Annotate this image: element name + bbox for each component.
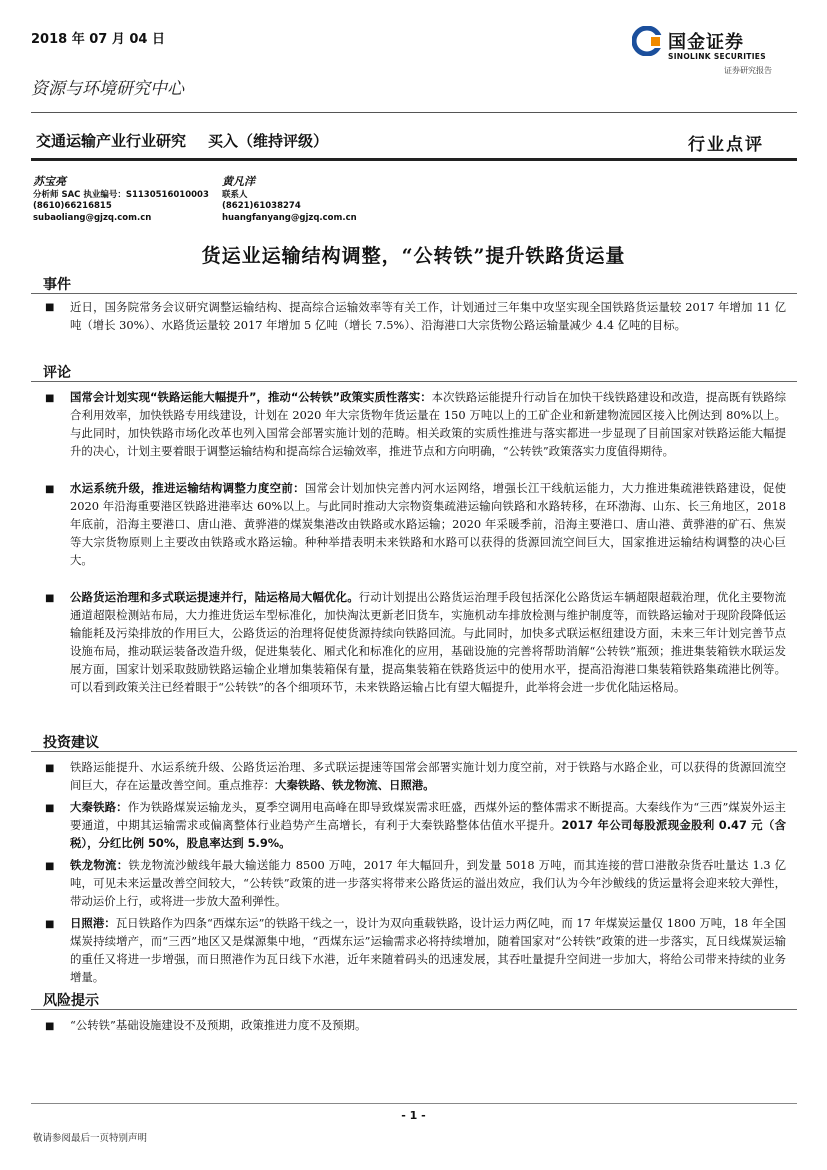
rating-label: 买入（维持评级） [208, 132, 329, 150]
comment-paragraph-rail: 国常会计划实现“铁路运能大幅提升”，推动“公转铁”政策实质性落实：本次铁路运能提升行动旨在加快干线铁路建设和改造，提高既有铁路综合利用效率，加快铁路专用线建设，计划在 2020 年大宗货物年货运量在 150 万吨以上的工矿企业和新建物流园区接入比例达到 80%以上。与此同时，加快铁路市场化改革也列入国常会部署实施计划的范畴。相关政策的实质性推进与落实都进一步显现了目前国家对铁路运能大幅提升的决心，计划主要着眼于调整运输结构和提高综合运输效率，推进节点和方向明确，“公转铁”政策落实力度值得期待。 [70, 390, 786, 458]
analyst-role: 分析师 SAC 执业编号：S1130516010003 [33, 189, 209, 200]
advice-paragraph-tielong: 铁龙物流：铁龙物流沙鲅线年最大输送能力 8500 万吨，2017 年大幅回升，到发量 5018 万吨，而其连接的营口港散杂货吞吐量达 1.3 亿吨，可见未来运量改善空间较大，“公转铁”政策的进一步落实将带来公路货运的溢出效应，我们认为今年沙鲅线的货运量将会迎来较大弹性，带动运价上行，或将进一步放大盈利弹性。 [70, 858, 786, 908]
bullet-icon: ■ [45, 763, 55, 774]
industry-name: 交通运输产业行业研究 [36, 132, 187, 150]
research-department: 资源与环境研究中心 [31, 79, 184, 99]
advice-paragraph-daqin: 大秦铁路：作为铁路煤炭运输龙头，夏季空调用电高峰在即导致煤炭需求旺盛，西煤外运的整体需求不断提高。大秦线作为“三西”煤炭外运主要通道，中期其运输需求或偏离整体行业趋势产生高增长，有利于大秦铁路整体估值水平提升。2017 年公司每股派现金股利 0.47 元（含税），分红比例 50%，股息率达到 5.9%。 [70, 800, 786, 850]
footer-divider [31, 1103, 797, 1104]
section-title-risk: 风险提示 [43, 993, 99, 1009]
bullet-icon: ■ [45, 1021, 55, 1032]
sinolink-logo-icon [632, 26, 662, 56]
header-divider [31, 112, 797, 113]
section-divider [31, 1009, 797, 1010]
section-title-event: 事件 [43, 277, 71, 293]
bullet-icon: ■ [45, 302, 55, 313]
section-divider [31, 293, 797, 294]
logo-subtitle: 证券研究报告 [724, 66, 772, 75]
analyst-email[interactable]: subaoliang@gjzq.com.cn [33, 212, 152, 223]
risk-paragraph: “公转铁”基础设施建设不及预期，政策推进力度不及预期。 [70, 1018, 367, 1032]
bullet-icon: ■ [45, 919, 55, 930]
analyst-phone: (8610)66216815 [33, 201, 112, 211]
logo-en-text: SINOLINK SECURITIES [668, 52, 766, 61]
event-paragraph: 近日，国务院常务会议研究调整运输结构、提高综合运输效率等有关工作，计划通过三年集中攻坚实现全国铁路货运量较 2017 年增加 11 亿吨（增长 30%）、水路货运量较 2017 年增加 5 亿吨（增长 7.5%）、沿海港口大宗货物公路运输量减少 4.4 亿吨的目标。 [70, 300, 786, 332]
advice-paragraph-rizhao: 日照港：瓦日铁路作为四条“西煤东运”的铁路干线之一，设计为双向重载铁路，设计运力两亿吨，而 17 年煤炭运量仅 1800 万吨，18 年全国煤炭持续增产，而“三西”地区又是煤源集中地，“西煤东运”运输需求必将持续增加，随着国家对“公转铁”政策的进一步落实，瓦日线煤炭运输的重任又将进一步增强，而日照港作为瓦日线下水港，近年来随着码头的迅速发展，其吞吐量提升空间进一步加大，将给公司带来持续的业务增量。 [70, 916, 786, 984]
section-divider [31, 751, 797, 752]
analyst-name: 苏宝亮 [33, 175, 66, 188]
company-logo [632, 26, 792, 76]
bullet-icon: ■ [45, 484, 55, 495]
bullet-icon: ■ [45, 593, 55, 604]
section-title-comment: 评论 [43, 365, 71, 381]
contact-card [222, 176, 357, 224]
comment-paragraph-road: 公路货运治理和多式联运提速并行，陆运格局大幅优化。行动计划提出公路货运治理手段包括深化公路货运车辆超限超载治理，优化主要物流通道超限检测站布局，大力推进货运车型标准化，加快淘汰更新老旧货车，实施机动车排放检测与维护制度等，而铁路运输对于现阶段降低运输能耗及污染排放的作用巨大，公路货运的治理将促使货源持续向铁路回流。与此同时，加快多式联运枢纽建设方面，未来三年计划完善节点设施布局，推动联运装备改造升级，促进集装化、厢式化和标准化的应用，基础设施的完善将帮助消解“公转铁”瓶颈；推进集装箱铁水联运发展方面，国家计划采取鼓励铁路运输企业增加集装箱保有量，提高集装箱在铁路货运中的使用水平，提高沿海港口集装箱铁路集疏港比例等。可以看到政策关注已经着眼于“公转铁”的各个细项环节，未来铁路运输占比有望大幅提升，此举将会进一步优化陆运格局。 [70, 590, 786, 694]
footer-disclaimer: 敬请参阅最后一页特别声明 [33, 1133, 148, 1144]
section-divider [31, 381, 797, 382]
contact-phone: (8621)61038274 [222, 201, 301, 211]
report-title-bar [36, 130, 328, 151]
contact-email[interactable]: huangfanyang@gjzq.com.cn [222, 212, 357, 223]
bullet-icon: ■ [45, 861, 55, 872]
section-title-advice: 投资建议 [43, 735, 99, 751]
advice-paragraph-summary: 铁路运能提升、水运系统升级、公路货运治理、多式联运提速等国常会部署实施计划力度空前，对于铁路与水路企业，可以获得的货源回流空间巨大，存在运量改善空间。重点推荐：大秦铁路、铁龙物流、日照港。 [70, 760, 786, 792]
contact-name: 黄凡洋 [222, 175, 255, 188]
bullet-icon: ■ [45, 803, 55, 814]
report-date: 2018 年 07 月 04 日 [31, 32, 165, 47]
title-divider [31, 158, 797, 161]
analyst-card [33, 176, 209, 224]
report-headline: 货运业运输结构调整，“公转铁”提升铁路货运量 [201, 245, 626, 267]
bullet-icon: ■ [45, 393, 55, 404]
report-type: 行业点评 [688, 135, 764, 155]
comment-paragraph-water: 水运系统升级，推进运输结构调整力度空前：国常会计划加快完善内河水运网络，增强长江干线航运能力，大力推进集疏港铁路建设，促使 2020 年沿海重要港区铁路进港率达 60%以上。与此同时推动大宗物资集疏港运输向铁路和水路转移，在环渤海、山东、长三角地区，2018 年底前，沿海主要港口、唐山港、黄骅港的煤炭集港改由铁路或水路运输；2020 年采暖季前，沿海主要港口、唐山港、黄骅港的矿石、焦炭等大宗货物原则上主要改由铁路或水路运输。种种举措表明未来铁路和水路可以获得的货源回流空间巨大，国家推进运输结构调整的决心巨大。 [70, 481, 786, 567]
logo-cn-text: 国金证券 [668, 32, 744, 53]
page-number: - 1 - [401, 1109, 426, 1122]
contact-role: 联系人 [222, 189, 248, 200]
